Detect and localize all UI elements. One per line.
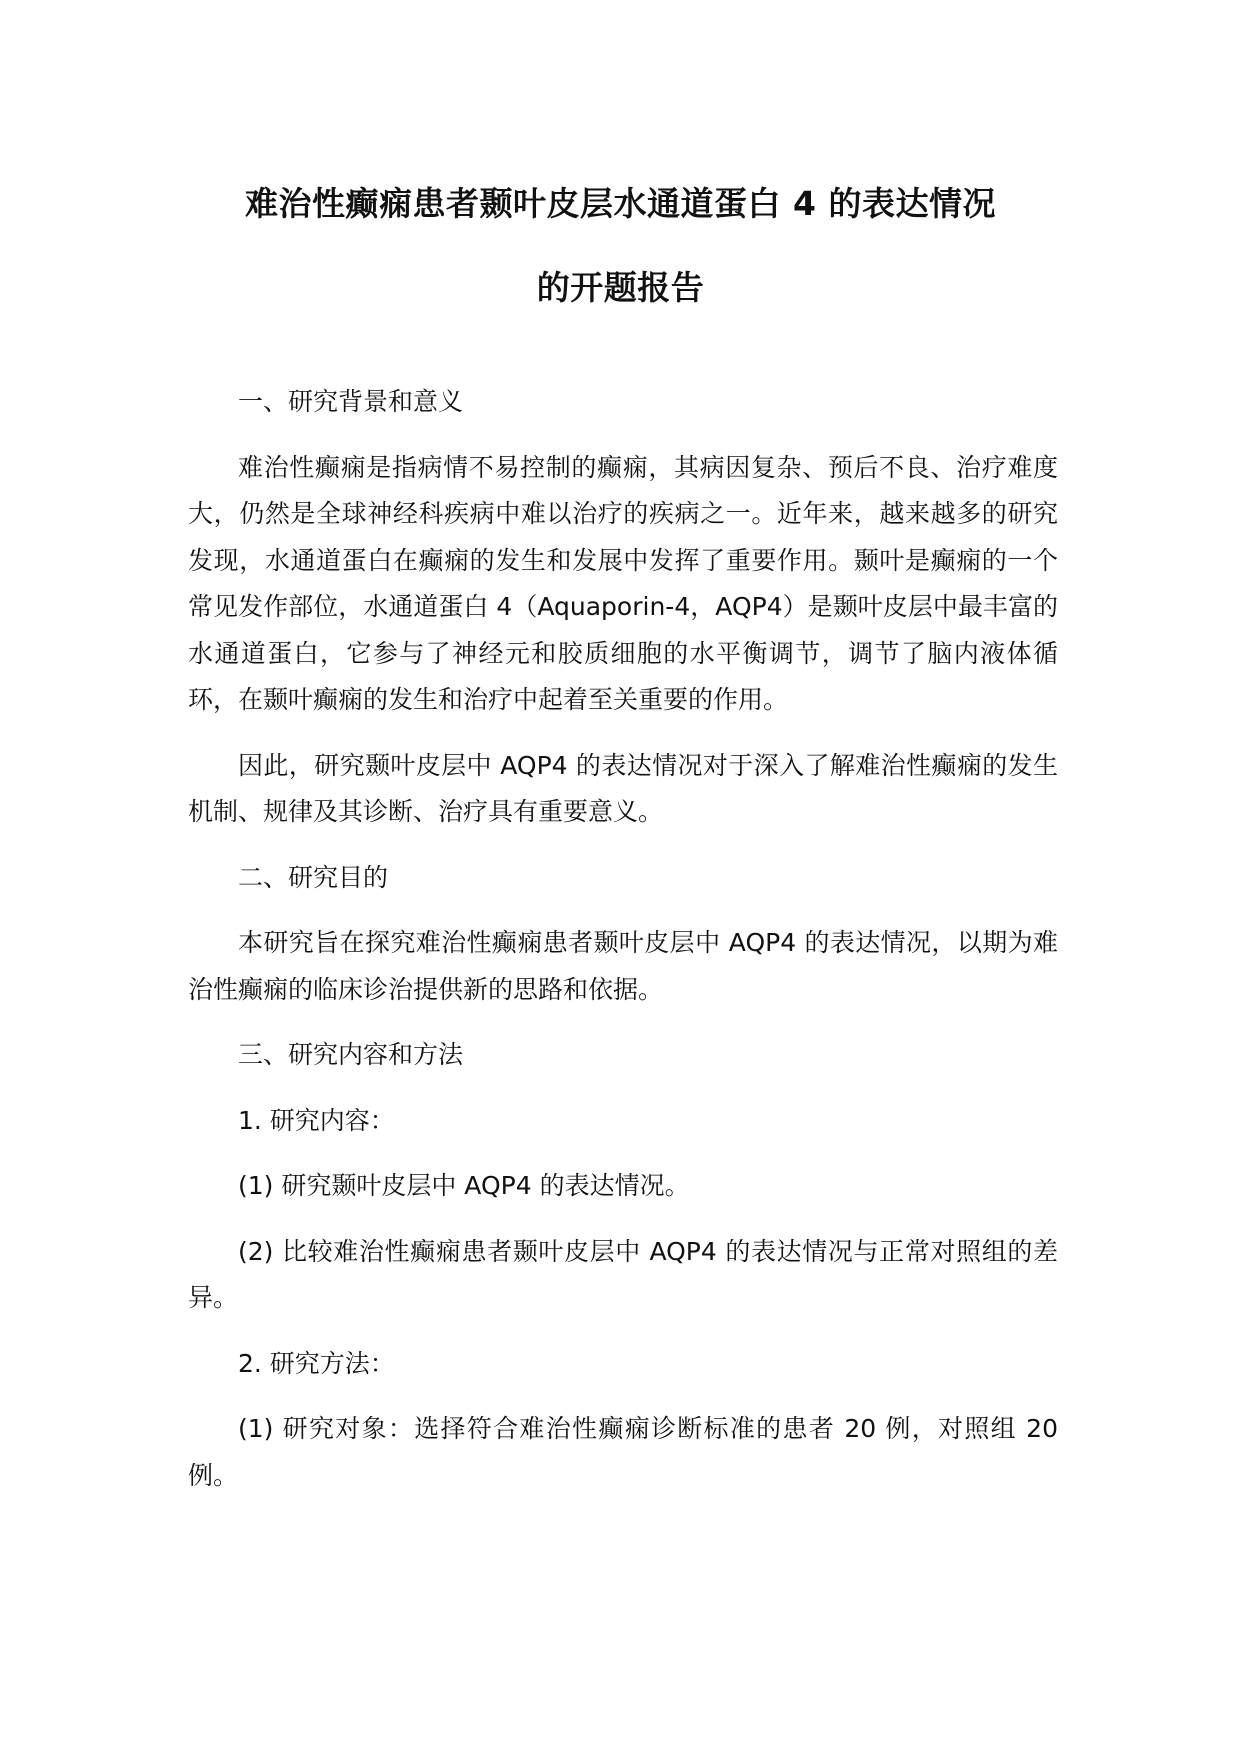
section-2-heading: 二、研究目的 — [238, 862, 389, 892]
section-1-paragraph-2: 因此，研究颞叶皮层中 AQP4 的表达情况对于深入了解难治性癫痫的发生机制、规律及其诊断、治疗具有重要意义。 — [188, 750, 1058, 826]
section-1-heading: 一、研究背景和意义 — [238, 387, 464, 416]
research-content-heading: 1. 研究内容： — [238, 1105, 395, 1135]
section-2-paragraph-1: 本研究旨在探究难治性癫痫患者颞叶皮层中 AQP4 的表达情况，以期为难治性癫痫的临床诊治提供新的思路和依据。 — [188, 928, 1058, 1004]
section-1-paragraph-1: 难治性癫痫是指病情不易控制的癫痫，其病因复杂、预后不良、治疗难度大，仍然是全球神经科疾病中难以治疗的疾病之一。近年来，越来越多的研究发现，水通道蛋白在癫痫的发生和发展中发挥了重要作用。颞叶是癫痫的一个常见发作部位，水通道蛋白 4（Aquaporin-4，AQP4）是颞叶皮层中最丰富的水通道蛋白，它参与了神经元和胶质细胞的水平衡调节，调节了脑内液体循环，在颞叶癫痫的发生和治疗中起着至关重要的作用。 — [188, 452, 1058, 714]
document-title-line-1: 难治性癫痫患者颞叶皮层水通道蛋白 4 的表达情况 — [245, 184, 996, 223]
document-body — [188, 379, 1058, 1518]
research-content-item-1: (1) 研究颞叶皮层中 AQP4 的表达情况。 — [238, 1171, 690, 1200]
section-3-heading: 三、研究内容和方法 — [238, 1040, 464, 1069]
research-method-item-1: (1) 研究对象：选择符合难治性癫痫诊断标准的患者 20 例，对照组 20 例。 — [188, 1414, 1058, 1490]
research-method-heading: 2. 研究方法： — [238, 1348, 395, 1378]
document-title-line-2: 的开题报告 — [536, 268, 705, 307]
research-content-item-2: (2) 比较难治性癫痫患者颞叶皮层中 AQP4 的表达情况与正常对照组的差异。 — [188, 1236, 1058, 1312]
